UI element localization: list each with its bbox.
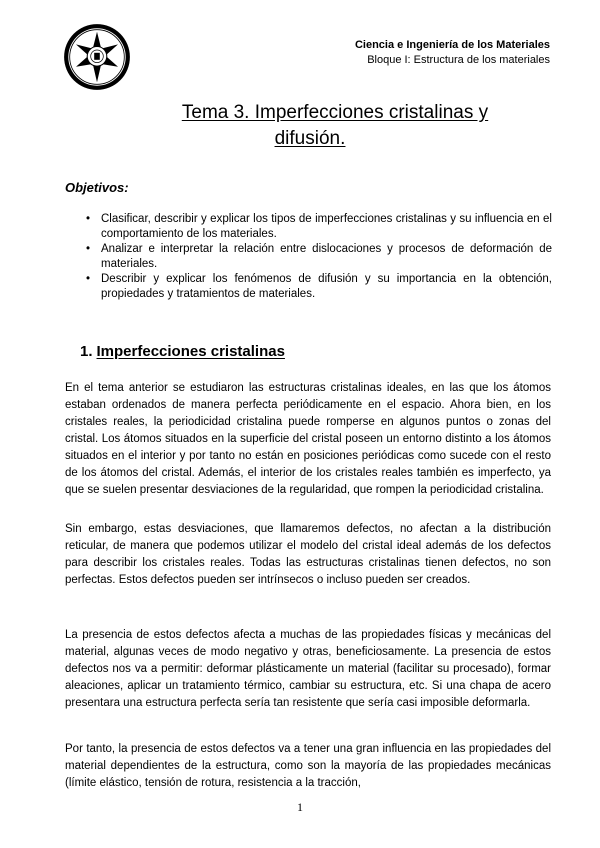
university-seal-icon [62, 22, 132, 92]
page-title [0, 100, 600, 152]
objective-item: • Clasificar, describir y explicar los tipos de imperfecciones cristalinas y su influencia en el comportamiento de los materiales. [76, 212, 552, 241]
objective-item: • Analizar e interpretar la relación entre dislocaciones y procesos de deformación de materiales. [76, 242, 552, 271]
body-paragraph: Sin embargo, estas desviaciones, que llamaremos defectos, no afectan a la distribución reticular, de manera que podemos utilizar el modelo del cristal ideal además de los defectos para describir los cristales reales. Todas las estructuras cristalinas tienen defectos, no son perfectas. Estos defectos pueden ser intrínsecos o incluso pueden ser creados. [65, 523, 551, 586]
document-header [355, 38, 550, 68]
objectives-list [76, 212, 552, 302]
page-number: 1 [297, 800, 303, 814]
section-title: Imperfecciones cristalinas [96, 343, 285, 360]
header-course-title: Ciencia e Ingeniería de los Materiales [354, 39, 550, 51]
header-block-title: Bloque I: Estructura de los materiales [367, 54, 550, 66]
title-line-1: Tema 3. Imperfecciones cristalinas y [181, 102, 489, 123]
body-paragraph: La presencia de estos defectos afecta a muchas de las propiedades físicas y mecánicas del material, algunas veces de modo negativo y otras, beneficiosamente. La presencia de estos defectos nos va a permitir: deformar plásticamente un material (facilitar su procesado), formar aleaciones, aplicar un tratamiento térmico, cambiar su estructura, etc. Si una chapa de acero presentara una estructura perfecta sería tan resistente que sería casi imposible deformarla. [65, 629, 551, 709]
section-number: 1. [80, 343, 93, 360]
section-heading [80, 343, 285, 360]
title-line-2: difusión. [274, 128, 346, 149]
body-paragraph: Por tanto, la presencia de estos defectos va a tener una gran influencia en las propiedades del material dependientes de la estructura, como son la mayoría de las propiedades mecánicas (límite elástico, tensión de rotura, resistencia a la tracción, [65, 743, 551, 789]
body-paragraph: En el tema anterior se estudiaron las estructuras cristalinas ideales, en las que los átomos estaban ordenados de manera perfecta periódicamente en el espacio. Ahora bien, en los cristales reales, la periodicidad cristalina puede romperse en algunos puntos o zonas del cristal. Los átomos situados en la superficie del cristal poseen un entorno distinto a los átomos situados en el interior y por tanto no están en posiciones periódicas como sucede con el resto de los átomos del cristal. Además, el interior de los cristales reales también es imperfecto, ya que se suelen presentar desviaciones de la regularidad, que rompen la periodicidad cristalina. [65, 382, 551, 496]
objectives-heading: Objetivos: [65, 180, 129, 195]
objective-item: • Describir y explicar los fenómenos de difusión y su importancia en la obtención, propiedades y tratamientos de materiales. [76, 272, 552, 301]
